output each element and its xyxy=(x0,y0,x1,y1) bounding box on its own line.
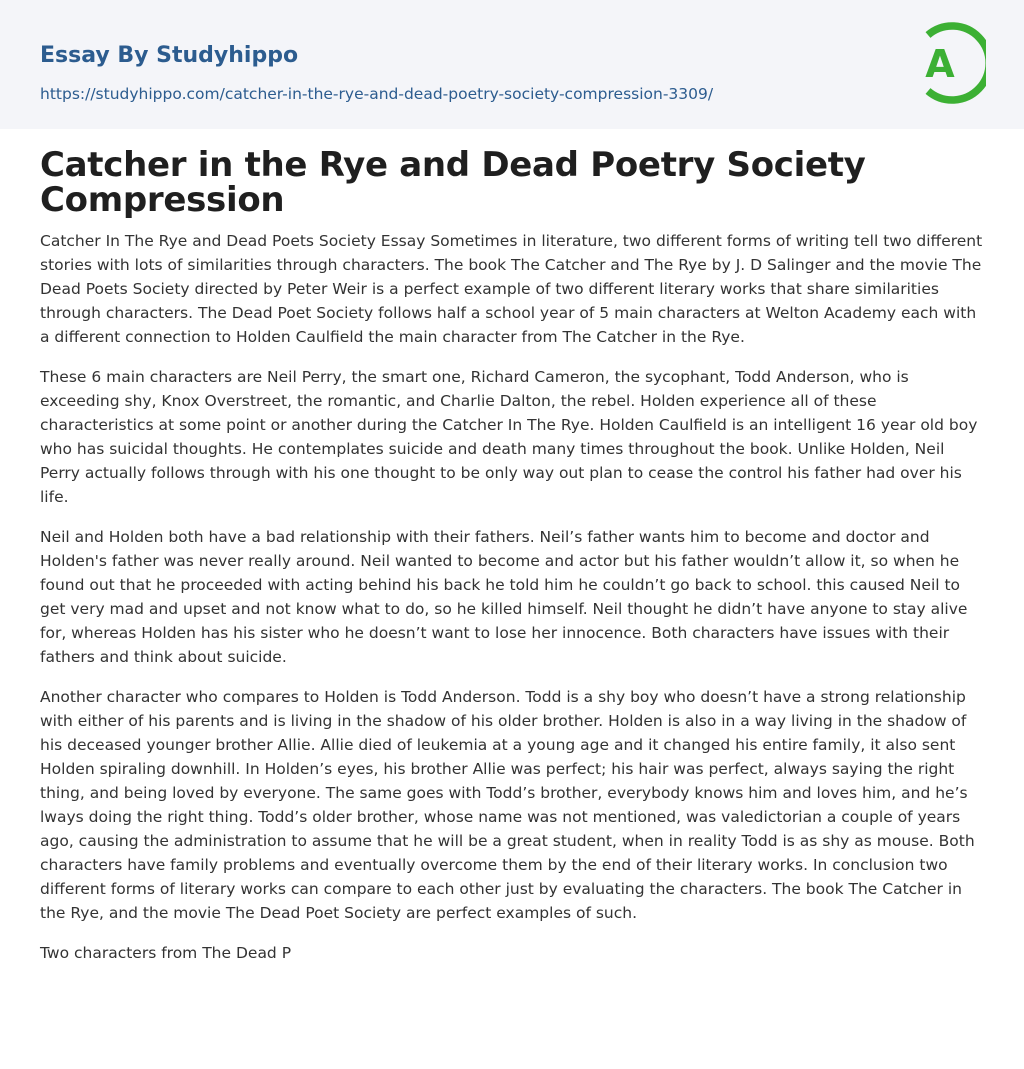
article-paragraph: Two characters from The Dead P xyxy=(40,944,292,962)
brand-title[interactable]: Essay By Studyhippo xyxy=(40,43,299,68)
article-paragraph: Neil and Holden both have a bad relationship with their fathers. Neil’s father wants him to become and doctor and Holden's father was never really around. Neil wanted to become and actor but his father wouldn’t allow it, so when he found out that he proceeded with acting behind his back he told him he couldn’t go back to school. this caused Neil to get very mad and upset and not know what to do, so he killed himself. Neil thought he didn’t have anyone to stay alive for, whereas Holden has his sister who he doesn’t want to lose her innocence. Both characters have issues with their fathers and think about suicide. xyxy=(40,528,968,666)
source-url-link[interactable]: https://studyhippo.com/catcher-in-the-rye-and-dead-poetry-society-compression-3309/ xyxy=(40,85,714,103)
logo-letter: A xyxy=(925,42,955,86)
page-title: Catcher in the Rye and Dead Poetry Society Compression xyxy=(40,145,866,220)
article-body xyxy=(40,229,984,981)
article-paragraph: Another character who compares to Holden is Todd Anderson. Todd is a shy boy who doesn’t have a strong relationship with either of his parents and is living in the shadow of his older brother. Holden is also in a way living in the shadow of his deceased younger brother Allie. Allie died of leukemia at a young age and it changed his entire family, it also sent Holden spiraling downhill. In Holden’s eyes, his brother Allie was perfect; his hair was perfect, always saying the right thing, and being loved by everyone. The same goes with Todd’s brother, everybody knows him and loves him, and he’s lways doing the right thing. Todd’s older brother, whose name was not mentioned, was valedictorian a couple of years ago, causing the administration to assume that he will be a great student, when in reality Todd is as shy as mouse. Both characters have family problems and eventually overcome them by the end of their literary works. In conclusion two different forms of literary works can compare to each other just by evaluating the characters. The book The Catcher in the Rye, and the movie The Dead Poet Society are perfect examples of such. xyxy=(40,688,975,922)
article-paragraph: These 6 main characters are Neil Perry, the smart one, Richard Cameron, the sycophant, Todd Anderson, who is exceeding shy, Knox Overstreet, the romantic, and Charlie Dalton, the rebel. Holden experience all of these characteristics at some point or another during the Catcher In The Rye. Holden Caulfield is an intelligent 16 year old boy who has suicidal thoughts. He contemplates suicide and death many times throughout the book. Unlike Holden, Neil Perry actually follows through with his one thought to be only way out plan to cease the control his father had over his life. xyxy=(40,368,978,506)
article-paragraph: Catcher In The Rye and Dead Poets Society Essay Sometimes in literature, two different forms of writing tell two different stories with lots of similarities through characters. The book The Catcher and The Rye by J. D Salinger and the movie The Dead Poets Society directed by Peter Weir is a perfect example of two different literary works that share similarities through characters. The Dead Poet Society follows half a school year of 5 main characters at Welton Academy each with a different connection to Holden Caulfield the main character from The Catcher in the Rye. xyxy=(40,232,983,346)
